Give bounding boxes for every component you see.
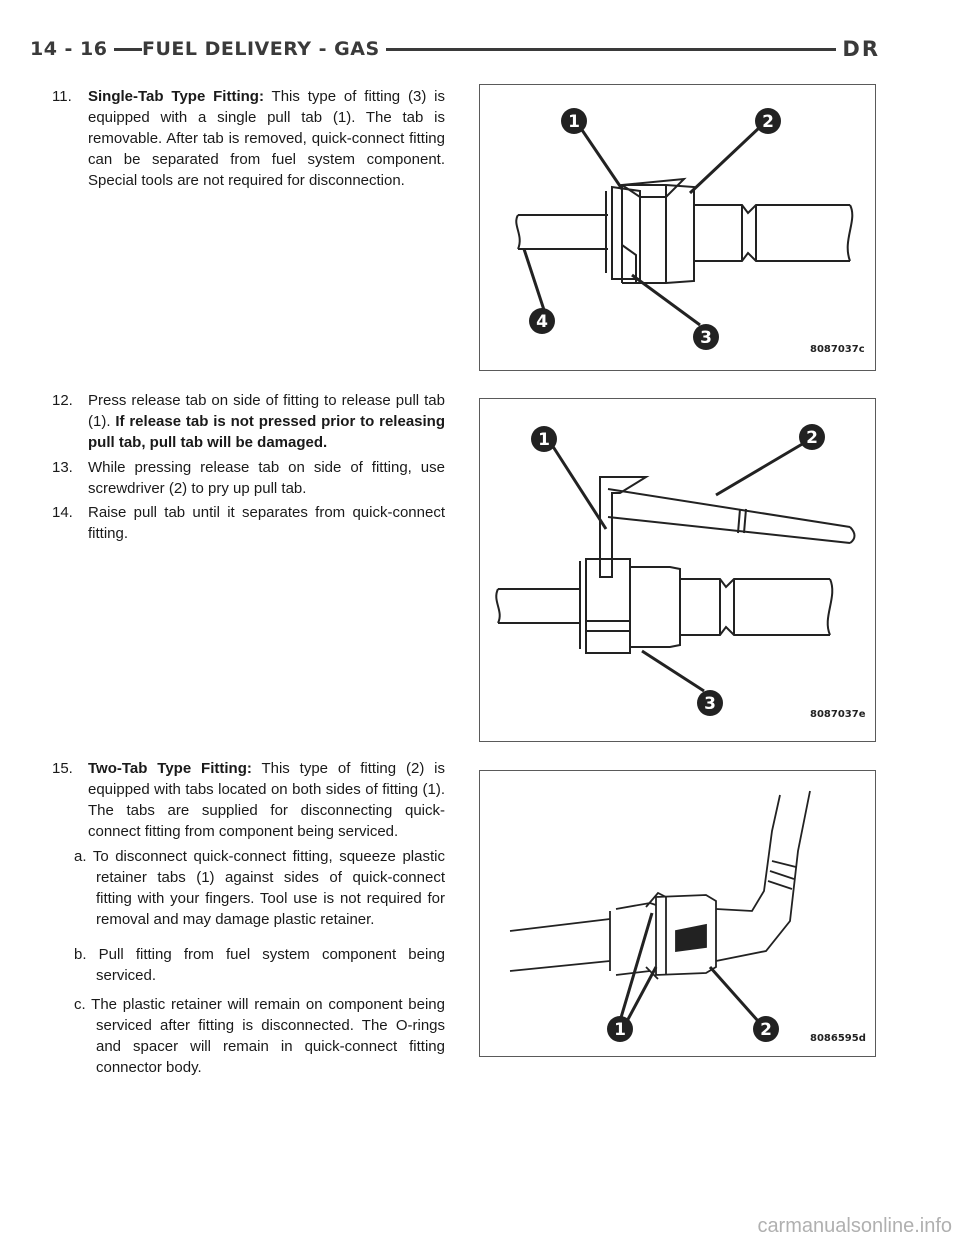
step-number: 13. xyxy=(52,459,73,476)
substep-label: b. xyxy=(74,946,87,963)
step-number: 14. xyxy=(52,504,73,521)
single-tab-fitting-illustration xyxy=(480,85,877,372)
pull-tab-removal-illustration xyxy=(480,399,877,743)
step-14 xyxy=(52,502,445,544)
watermark: carmanualsonline.info xyxy=(757,1215,952,1237)
step-text: Press release tab on side of fitting to release pull tab (1). xyxy=(88,392,445,430)
section-title: FUEL DELIVERY - GAS xyxy=(142,36,386,62)
step-heading: Single-Tab Type Fitting: xyxy=(88,88,264,105)
step-number: 11. xyxy=(52,88,72,105)
step-number: 15. xyxy=(52,760,73,777)
substep-text: Pull fitting from fuel system component being serviced. xyxy=(96,946,446,984)
step-text: This type of fitting (3) is equipped with a single pull tab (1). The tab is removable. After tab is removed, quick-connect fitting can be separated from fuel system component. Special tools are not required for disconnection. xyxy=(88,88,445,189)
callout-2: 2 xyxy=(760,1020,772,1040)
substep-c xyxy=(74,994,445,1078)
callout-1: 1 xyxy=(538,430,550,450)
figure-code: 8087037c xyxy=(810,344,865,355)
page-number: 14 - 16 xyxy=(30,36,114,62)
step-text: This type of fitting (2) is equipped with tabs located on both sides of fitting (1). The tabs are supplied for disconnecting quick-connect fitting from component being serviced. xyxy=(88,760,446,840)
callout-1: 1 xyxy=(614,1020,626,1040)
step-number: 12. xyxy=(52,392,73,409)
substep-b xyxy=(74,944,445,986)
figure-pull-tab-removal xyxy=(479,398,876,742)
page-header xyxy=(30,36,880,66)
step-13 xyxy=(52,457,445,499)
figure-code: 8086595d xyxy=(810,1033,866,1044)
figure-single-tab-fitting xyxy=(479,84,876,371)
substep-text: To disconnect quick-connect fitting, squeeze plastic retainer tabs (1) against sides of quick-connect fitting with your fingers. Tool use is not required for removal and may damage plastic retainer. xyxy=(92,848,445,928)
step-12 xyxy=(52,390,445,453)
callout-3: 3 xyxy=(704,694,716,714)
step-11 xyxy=(52,86,445,191)
callout-3: 3 xyxy=(700,328,712,348)
model-code: DR xyxy=(836,36,880,62)
callout-1: 1 xyxy=(568,112,580,132)
step-text: While pressing release tab on side of fitting, use screwdriver (2) to pry up pull tab. xyxy=(88,459,445,497)
substep-text: The plastic retainer will remain on component being serviced after fitting is disconnected. The O-rings and spacer will remain in quick-connect fitting connector body. xyxy=(91,996,445,1076)
step-warning: If release tab is not pressed prior to releasing pull tab, pull tab will be damaged. xyxy=(88,413,445,451)
figure-code: 8087037e xyxy=(810,709,866,720)
substep-label: a. xyxy=(74,848,87,865)
figure-two-tab-fitting xyxy=(479,770,876,1057)
step-heading: Two-Tab Type Fitting: xyxy=(88,760,252,777)
callout-2: 2 xyxy=(762,112,774,132)
step-15 xyxy=(52,758,445,842)
callout-2: 2 xyxy=(806,428,818,448)
callout-4: 4 xyxy=(536,312,548,332)
step-text: Raise pull tab until it separates from quick-connect fitting. xyxy=(88,504,445,542)
two-tab-fitting-illustration xyxy=(480,771,877,1058)
substep-label: c. xyxy=(74,996,86,1013)
substep-a xyxy=(74,846,445,930)
